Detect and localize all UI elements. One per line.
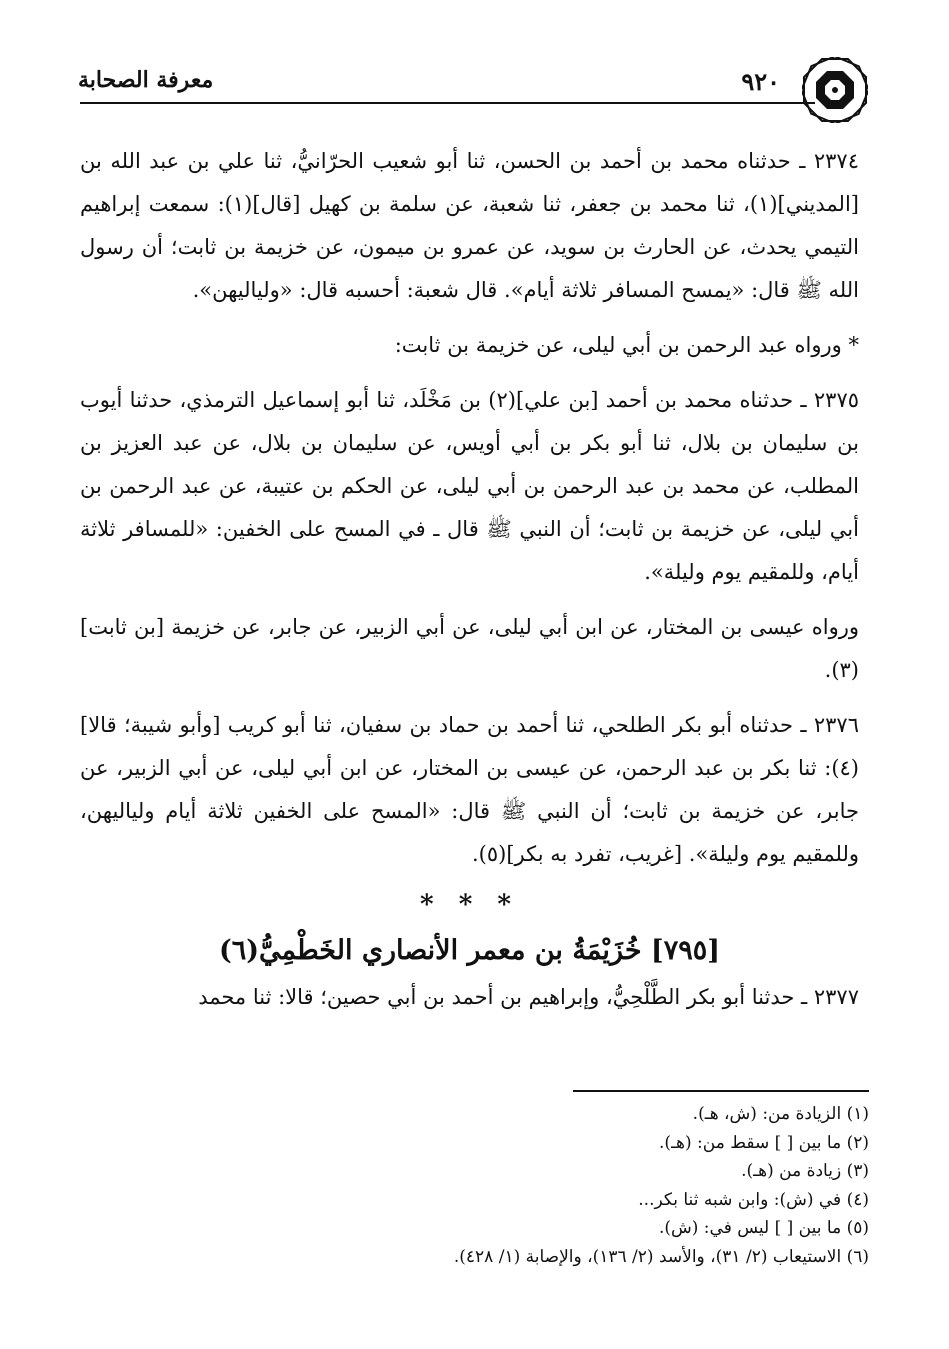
page-number: ٩٢٠	[741, 67, 780, 96]
page-header	[78, 55, 868, 107]
section-separator: * * *	[420, 890, 519, 920]
main-text	[80, 140, 859, 1019]
octagon-ornament-icon	[802, 57, 868, 123]
book-title: معرفة الصحابة	[78, 67, 214, 93]
footnote-2: (٢) ما بين [ ] سقط من: (هـ).	[659, 1132, 869, 1153]
footnote-3: (٣) زيادة من (هـ).	[741, 1161, 869, 1181]
footnote-1: (١) الزيادة من: (ش، هـ).	[692, 1104, 869, 1124]
footnote-6: (٦) الاستيعاب (٢/ ٣١)، والأسد (٢/ ١٣٦)، والإصابة (١/ ٤٢٨).	[453, 1246, 869, 1267]
footnote-divider	[573, 1090, 869, 1092]
hadith-2376: ٢٣٧٦ ـ حدثناه أبو بكر الطلحي، ثنا أحمد بن حماد بن سفيان، ثنا أبو كريب [وأبو شيبة؛ قالا](٤): ثنا بكر بن عبد الرحمن، عن عيسى بن المختار، عن ابن أبي ليلى، عن أبي الزبير، عن جابر، عن خزيمة بن ثابت؛ أن النبي ﷺ قال: «المسح على الخفين ثلاثة أيام ولياليهن، وللمقيم يوم وليلة». [غريب، تفرد به بكر](٥).	[80, 713, 859, 866]
hadith-2375: ٢٣٧٥ ـ حدثناه محمد بن أحمد [بن علي](٢) بن مَخْلَد، ثنا أبو إسماعيل الترمذي، حدثنا أيوب بن سليمان بن بلال، ثنا أبو بكر بن أبي أويس، عن سليمان بن بلال، عن عبد العزيز بن المطلب، عن محمد بن عبد الرحمن بن أبي ليلى، عن الحكم بن عتيبة، عن عبد الرحمن بن أبي ليلى، عن خزيمة بن ثابت؛ أن النبي ﷺ قال ـ في المسح على الخفين: «للمسافر ثلاثة أيام، وللمقيم يوم وليلة».	[80, 388, 860, 584]
chapter-heading: [٧٩٥] خُزَيْمَةُ بن معمر الأنصاري الخَطْمِيُّ(٦)	[218, 935, 721, 966]
hadith-2377: ٢٣٧٧ ـ حدثنا أبو بكر الطَّلْحِيُّ، وإبراهيم بن أحمد بن أبي حصين؛ قالا: ثنا محمد	[198, 985, 859, 1009]
narration-note: * ورواه عبد الرحمن بن أبي ليلى، عن خزيمة بن ثابت:	[394, 333, 859, 357]
footnotes	[200, 1100, 869, 1271]
narration-note-2: ورواه عيسى بن المختار، عن ابن أبي ليلى، عن أبي الزبير، عن جابر، عن خزيمة [بن ثابت](٣).	[80, 615, 859, 682]
hadith-2374: ٢٣٧٤ ـ حدثناه محمد بن أحمد بن الحسن، ثنا أبو شعيب الحرّانيُّ، ثنا علي بن عبد الله بن [المديني](١)، ثنا محمد بن جعفر، ثنا شعبة، عن سلمة بن كهيل [قال](١): سمعت إبراهيم التيمي يحدث، عن الحارث بن سويد، عن عمرو بن ميمون، عن خزيمة بن ثابت؛ أن رسول الله ﷺ قال: «يمسح المسافر ثلاثة أيام». قال شعبة: أحسبه قال: «ولياليهن».	[80, 149, 859, 302]
footnote-5: (٥) ما بين [ ] ليس في: (ش).	[658, 1218, 869, 1238]
footnote-4: (٤) في (ش): وابن شبه ثنا بكر...	[638, 1189, 869, 1210]
header-divider	[80, 102, 815, 104]
